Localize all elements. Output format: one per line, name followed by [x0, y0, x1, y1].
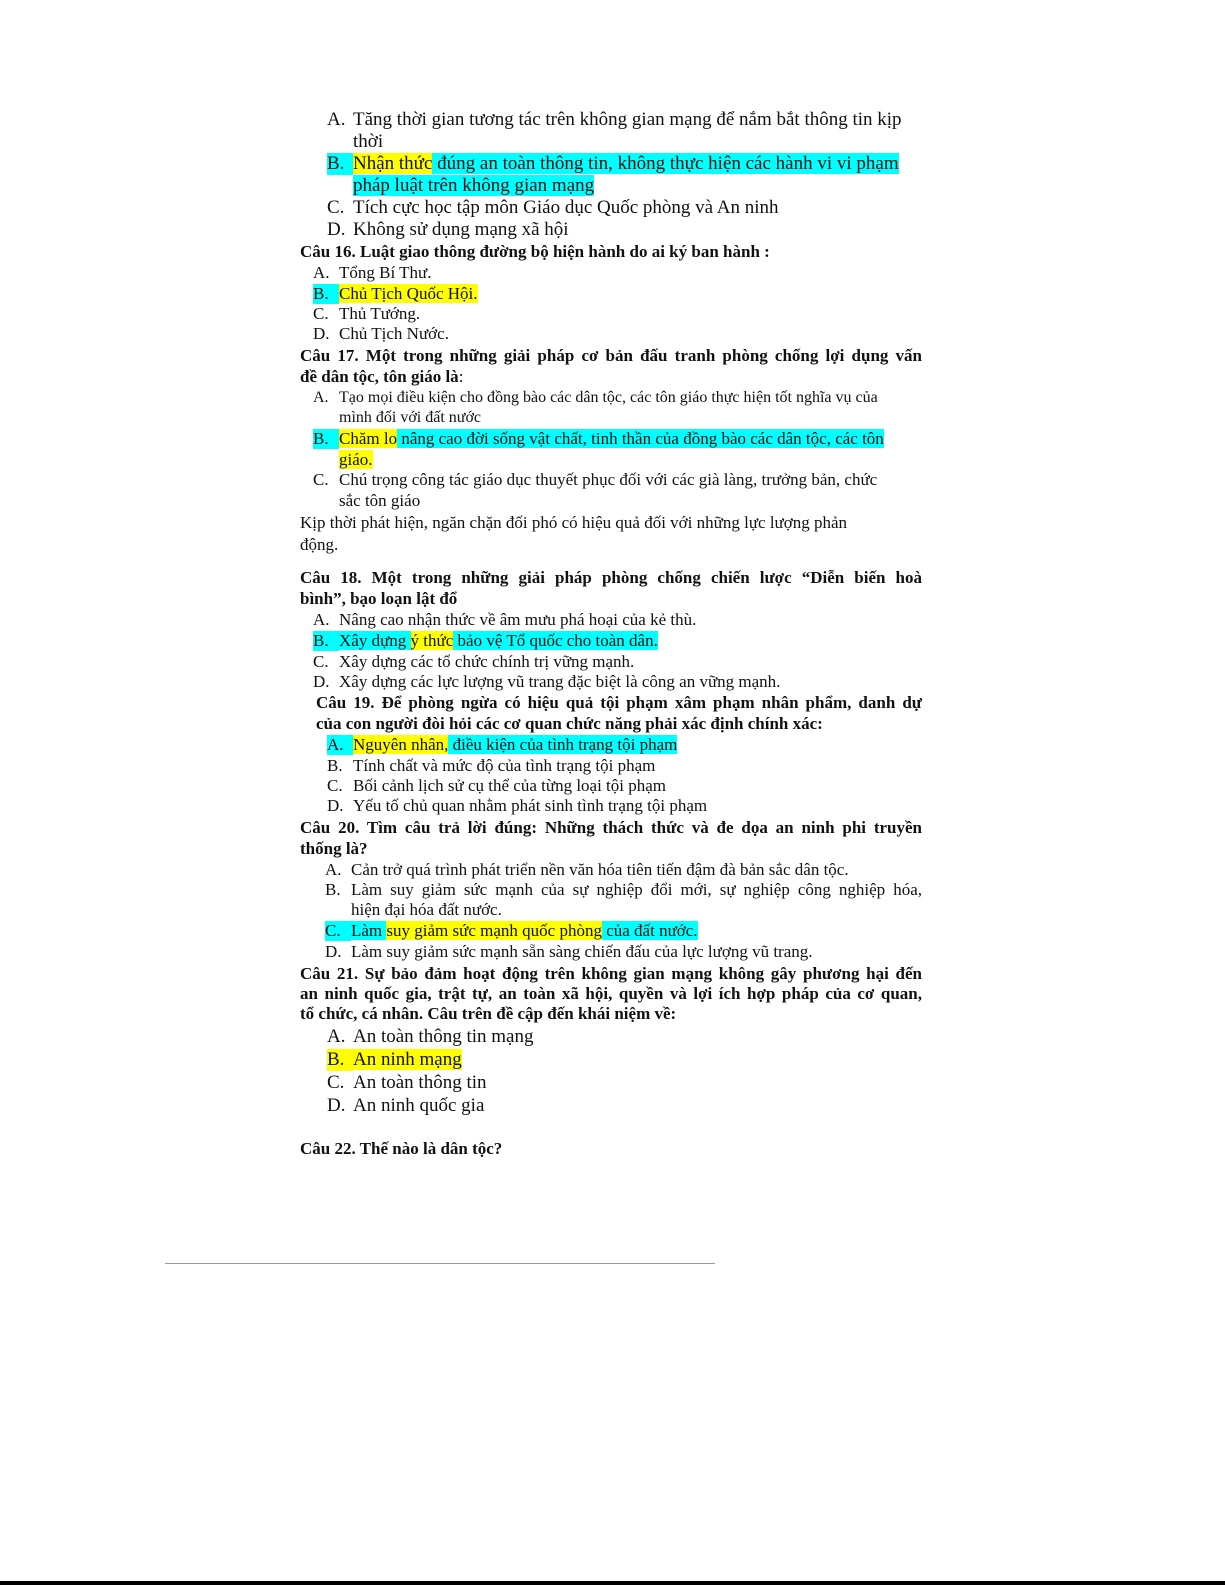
q17-option-b-cont: [339, 450, 373, 470]
option-label: A.: [313, 263, 330, 282]
option-label: B.: [327, 1049, 353, 1071]
q17-option-c: [313, 470, 877, 490]
option-text: Kịp thời phát hiện, ngăn chặn đối phó có hiệu quả đối với những lực lượng phản: [300, 513, 848, 532]
option-label: A.: [313, 610, 330, 629]
option-label: B.: [327, 756, 343, 775]
option-label: C.: [327, 776, 343, 795]
footer-divider: [165, 1263, 715, 1264]
question-text: Câu 18. Một trong những giải pháp phòng chống chiến lược “Diễn biến hoà: [300, 568, 922, 587]
option-text: Làm suy giảm sức mạnh của sự nghiệp đổi mới, sự nghiệp công nghiệp hóa,: [351, 880, 922, 899]
question-text: đề dân tộc, tôn giáo là: [300, 367, 459, 386]
highlight-cyan: đúng an toàn thông tin, không thực hiện các hành vi vi phạm: [432, 153, 899, 174]
option-text: Tích cực học tập môn Giáo dục Quốc phòng và An ninh: [353, 197, 779, 218]
q21-option-d: [327, 1095, 484, 1117]
q21-question-line3: [300, 1004, 676, 1024]
option-text: thời: [353, 131, 384, 152]
highlight-yellow: Nhận thức: [353, 153, 433, 174]
highlight-yellow: Chủ Tịch Quốc Hội.: [339, 284, 478, 303]
highlight-cyan: pháp luật trên không gian mạng: [353, 175, 595, 196]
option-text: Tăng thời gian tương tác trên không gian mạng để nắm bắt thông tin kịp: [353, 109, 902, 130]
q15-option-a-cont: [353, 131, 383, 153]
option-text: Thủ Tướng.: [339, 304, 421, 323]
q19-question-line2: [316, 714, 823, 734]
option-label: D.: [327, 796, 344, 815]
highlight-yellow: Chăm lo: [339, 429, 398, 448]
option-label: C.: [327, 197, 345, 218]
option-label: B.: [327, 153, 353, 175]
highlight-cyan: Xây dựng: [339, 631, 411, 650]
q20-option-c: [325, 921, 698, 941]
option-label: C.: [313, 470, 329, 489]
q17-question-line2: [300, 367, 463, 387]
highlight-yellow: ý thức: [410, 631, 454, 650]
q16-option-b: [313, 284, 478, 304]
q16-option-d: [313, 324, 449, 344]
option-label: C.: [327, 1072, 345, 1093]
q19-option-a: [327, 735, 677, 755]
option-text: Tổng Bí Thư.: [339, 263, 432, 282]
option-text: hiện đại hóa đất nước.: [351, 900, 502, 919]
option-label: B.: [325, 880, 341, 899]
q21-option-a: [327, 1026, 533, 1048]
option-label: D.: [313, 324, 330, 343]
question-text: tổ chức, cá nhân. Câu trên đề cập đến khái niệm về:: [300, 1004, 677, 1023]
question-text: bình”, bạo loạn lật đổ: [300, 589, 458, 608]
question-text: Câu 17. Một trong những giải pháp cơ bản đấu tranh phòng chống lợi dụng vấn: [300, 346, 922, 365]
highlight-cyan: của đất nước.: [601, 921, 698, 940]
option-text: mình đối với đất nước: [339, 409, 482, 426]
q15-option-b-cont: [353, 175, 594, 197]
question-text: Câu 19. Để phòng ngừa có hiệu quả tội phạm xâm phạm nhân phẩm, danh dự: [316, 693, 922, 712]
highlight-yellow: giáo.: [339, 450, 373, 469]
q18-question-line2: [300, 589, 457, 609]
q20-option-b: [325, 880, 922, 900]
option-label: A.: [327, 109, 346, 130]
q21-question-line2: [300, 984, 922, 1004]
highlight-yellow: Nguyên nhân,: [353, 735, 449, 754]
option-label: C.: [313, 304, 329, 323]
q20-option-b-cont: [351, 900, 502, 920]
option-text: động.: [300, 535, 339, 554]
option-label: B.: [313, 631, 339, 651]
q17-option-a: [313, 389, 878, 407]
option-text: sắc tôn giáo: [339, 491, 421, 510]
option-text: Làm suy giảm sức mạnh sẵn sàng chiến đấu của lực lượng vũ trang.: [351, 942, 813, 961]
q15-option-d: [327, 219, 569, 241]
q17-option-d-cont: [300, 535, 338, 555]
option-text: An toàn thông tin: [353, 1072, 487, 1093]
option-text: Xây dựng các tổ chức chính trị vững mạnh.: [339, 652, 635, 671]
q17-question-line1: [300, 346, 922, 366]
question-text: Câu 20. Tìm câu trả lời đúng: Những thách thức và đe dọa an ninh phi truyền: [300, 818, 922, 837]
q18-question-line1: [300, 568, 922, 588]
option-text: Tạo mọi điều kiện cho đồng bào các dân tộc, các tôn giáo thực hiện tốt nghĩa vụ của: [339, 389, 878, 406]
q21-option-b: [327, 1049, 462, 1071]
question-text: Câu 22. Thế nào là dân tộc?: [300, 1139, 503, 1158]
q17-option-d: [300, 513, 847, 533]
q17-option-a-cont: [339, 409, 481, 427]
option-text: Không sử dụng mạng xã hội: [353, 219, 569, 240]
option-text: Yếu tố chủ quan nhằm phát sinh tình trạng tội phạm: [353, 796, 708, 815]
q19-question-line1: [316, 693, 922, 713]
q17-option-c-cont: [339, 491, 420, 511]
option-label: C.: [325, 921, 351, 941]
option-label: B.: [313, 429, 339, 449]
option-text: Tính chất và mức độ của tình trạng tội phạm: [353, 756, 656, 775]
highlight-cyan: Làm: [351, 921, 387, 940]
option-text: Xây dựng các lực lượng vũ trang đặc biệt là công an vững mạnh.: [339, 672, 781, 691]
q21-question-line1: [300, 964, 922, 984]
q19-option-b: [327, 756, 655, 776]
q20-option-d: [325, 942, 813, 962]
q15-option-b: [327, 153, 899, 175]
question-text: :: [458, 367, 464, 386]
option-text: Bối cảnh lịch sử cụ thể của từng loại tội phạm: [353, 776, 667, 795]
q19-option-c: [327, 776, 666, 796]
highlight-yellow: suy giảm sức mạnh quốc phòng: [386, 921, 602, 940]
q18-option-a: [313, 610, 696, 630]
question-text: Câu 16. Luật giao thông đường bộ hiện hành do ai ký ban hành :: [300, 242, 770, 261]
highlight-cyan: điều kiện của tình trạng tội phạm: [448, 735, 678, 754]
option-label: D.: [327, 219, 346, 240]
option-label: A.: [327, 1026, 346, 1047]
question-text: thống là?: [300, 839, 368, 858]
q16-option-a: [313, 263, 432, 283]
option-label: A.: [313, 389, 329, 406]
question-text: Câu 21. Sự bảo đảm hoạt động trên không gian mạng không gây phương hại đến: [300, 964, 922, 983]
q20-option-a: [325, 860, 849, 880]
highlight-yellow: An ninh mạng: [353, 1049, 462, 1070]
option-text: Chủ Tịch Nước.: [339, 324, 449, 343]
question-text: an ninh quốc gia, trật tự, an toàn xã hội, quyền và lợi ích hợp pháp của cơ quan,: [300, 984, 922, 1003]
option-label: D.: [313, 672, 330, 691]
highlight-cyan: bảo vệ Tổ quốc cho toàn dân.: [453, 631, 658, 650]
option-label: A.: [327, 735, 353, 755]
question-text: của con người đòi hỏi các cơ quan chức năng phải xác định chính xác:: [316, 714, 823, 733]
q18-option-b: [313, 631, 658, 651]
q16-option-c: [313, 304, 420, 324]
option-text: Nâng cao nhận thức về âm mưu phá hoại của kẻ thù.: [339, 610, 697, 629]
option-text: Chú trọng công tác giáo dục thuyết phục đối với các già làng, trưởng bản, chức: [339, 470, 878, 489]
q19-option-d: [327, 796, 707, 816]
page-bottom-edge: [0, 1581, 1225, 1585]
q15-option-a: [327, 109, 902, 131]
q18-option-d: [313, 672, 780, 692]
option-label: B.: [313, 284, 339, 304]
option-text: An ninh quốc gia: [353, 1095, 485, 1116]
highlight-cyan: nâng cao đời sống vật chất, tinh thần của đồng bào các dân tộc, các tôn: [397, 429, 884, 448]
option-text: An toàn thông tin mạng: [353, 1026, 534, 1047]
option-label: D.: [327, 1095, 346, 1116]
q17-option-b: [313, 429, 884, 449]
option-label: C.: [313, 652, 329, 671]
option-label: A.: [325, 860, 342, 879]
q20-question-line2: [300, 839, 368, 859]
q21-option-c: [327, 1072, 487, 1094]
q16-question: [300, 242, 770, 262]
q22-question: [300, 1139, 502, 1159]
q18-option-c: [313, 652, 634, 672]
option-label: D.: [325, 942, 342, 961]
q20-question-line1: [300, 818, 922, 838]
option-text: Cản trở quá trình phát triển nền văn hóa tiên tiến đậm đà bản sắc dân tộc.: [351, 860, 849, 879]
q15-option-c: [327, 197, 779, 219]
